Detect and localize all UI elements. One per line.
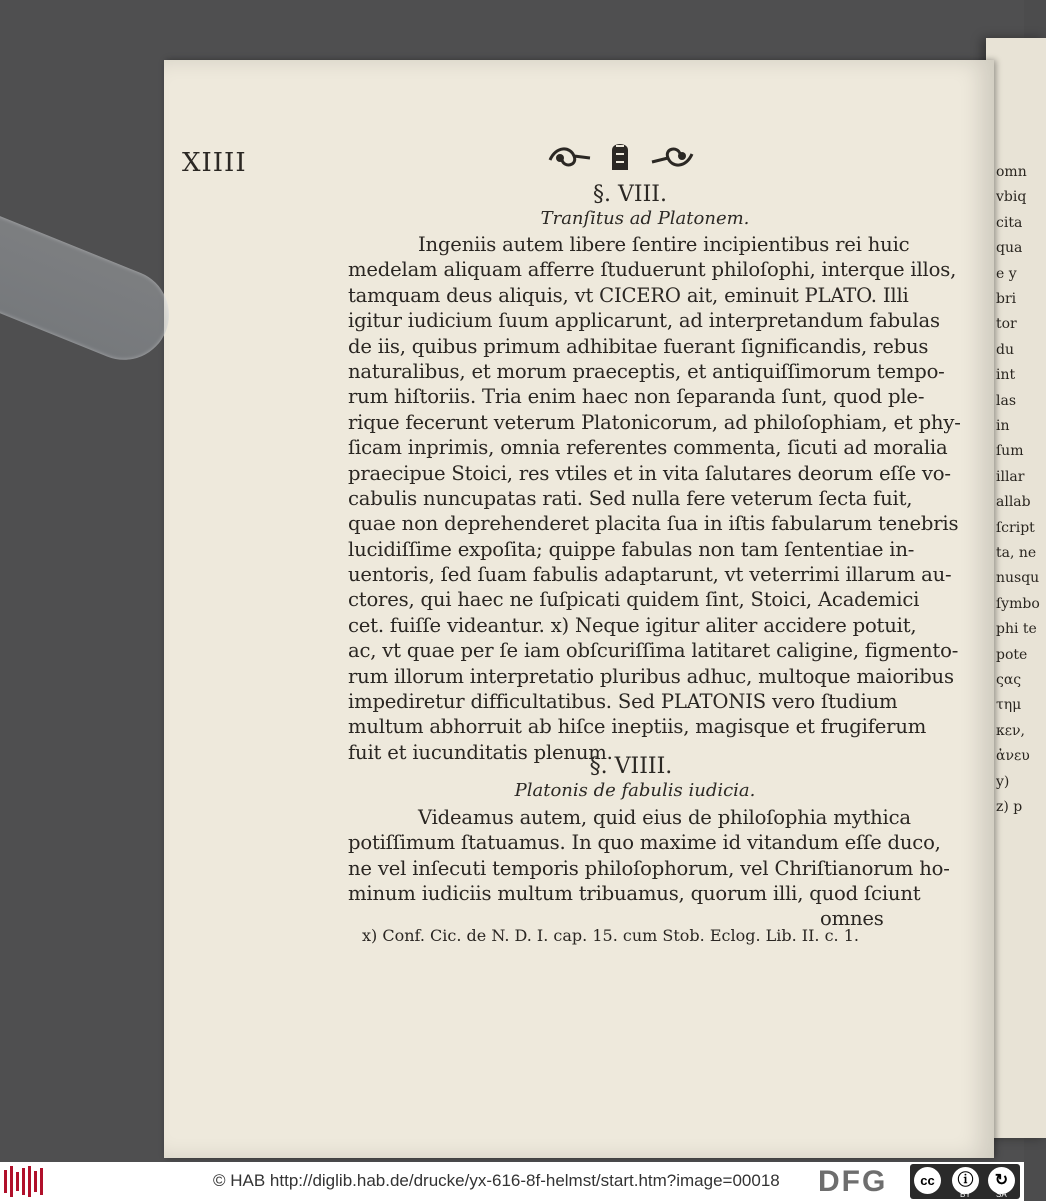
hab-logo-icon (4, 1166, 48, 1197)
text-line: uentoris, ſed ſuam fabulis adaptarunt, vt veterrimi illarum au- (348, 563, 952, 587)
text-line: rum hiſtoriis. Tria enim haec non ſeparanda ſunt, quod ple- (348, 385, 925, 409)
text-line: ſicam inprimis, omnia referentes commenta, ſicuti ad moralia (348, 436, 948, 460)
text-line: naturalibus, et morum praeceptis, et antiquiſſimorum tempo- (348, 359, 945, 383)
text-line: impediretur difficultatibus. Sed PLATONIS vero ſtudium (348, 690, 898, 714)
dfg-logo: DFG (818, 1165, 888, 1198)
text-line: Ingeniis autem libere ſentire incipientibus rei huic (418, 233, 910, 256)
catchword: omnes (820, 907, 884, 930)
text-line: cet. fuiſſe videantur. x) Neque igitur aliter accidere potuit, (348, 613, 917, 637)
facing-page-fragment: ſum (996, 443, 1024, 460)
text-line: minum iudiciis multum tribuamus, quorum illi, quod ſciunt (348, 882, 921, 906)
by-label: BY (960, 1190, 971, 1199)
facing-page-fragment: vbiq (996, 189, 1027, 206)
paragraph-2 (348, 805, 950, 907)
text-line: ctores, qui haec ne ſuſpicati quidem ſint, Stoici, Academici (348, 588, 920, 612)
section-subtitle-viiii: Platonis de fabulis iudicia. (514, 780, 756, 801)
footer-bar (0, 1162, 1024, 1201)
text-line: fuit et iucunditatis plenum. (348, 740, 613, 764)
text-line: lucidiſſime expoſita; quippe fabulas non tam ſententiae in- (348, 537, 915, 561)
footnote: x) Conf. Cic. de N. D. I. cap. 15. cum Stob. Eclog. Lib. II. c. 1. (362, 926, 859, 945)
text-line: de iis, quibus primum adhibitae fuerant ſignificandis, rebus (348, 334, 929, 358)
facing-page-fragment: nusqu (996, 570, 1040, 587)
text-line: quae non deprehenderet placita ſua in iſtis fabularum tenebris (348, 512, 959, 536)
facing-page-fragment: int (996, 367, 1016, 384)
facing-page-fragment: ςας (996, 672, 1022, 688)
cc-icon: cc (914, 1167, 941, 1194)
facing-page-fragment: illar (996, 468, 1025, 485)
copyright-link[interactable]: © HAB http://diglib.hab.de/drucke/yx-616-8f-helmst/start.htm?image=00018 (213, 1171, 780, 1190)
section-heading-viii: §. VIII. (593, 182, 667, 207)
facing-page-fragment: las (996, 392, 1017, 409)
facing-page-fragment: allab (996, 494, 1031, 511)
text-line: praecipue Stoici, res vtiles et in vita ſalutares deorum eſſe vo- (348, 461, 951, 485)
paragraph-1 (348, 232, 961, 765)
facing-page-fragment: τημ (996, 697, 1022, 714)
by-person-icon: ⓘ (952, 1167, 979, 1194)
text-line: multum abhorruit ab hiſce ineptiis, magisque et frugiferum (348, 715, 927, 739)
text-line: cabulis nuncupatas rati. Sed nulla fere veterum ſecta fuit, (348, 486, 913, 510)
facing-page-fragment: z) p (996, 799, 1023, 815)
facing-page-fragment: ἀνευ (996, 748, 1030, 765)
text-line: igitur iudicium ſuum applicarunt, ad interpretandum fabulas (348, 309, 940, 333)
facing-page-fragment: omn (996, 164, 1027, 180)
text-line: ne vel inſecuti temporis philoſophorum, vel Chriſtianorum ho- (348, 856, 950, 880)
facing-page-fragment: e y (996, 265, 1017, 282)
facing-page-fragment: pote (996, 646, 1028, 663)
text-line: ac, vt quae per ſe iam obſcuriſſima latitaret caligine, figmento- (348, 639, 959, 663)
facing-page-fragment: bri (996, 291, 1017, 307)
text-line: Videamus autem, quid eius de philoſophia mythica (418, 806, 911, 829)
text-line: medelam aliquam afferre ſtuduerunt philoſophi, interque illos, (348, 258, 957, 282)
facing-page-fragment: ſymbo (996, 595, 1040, 612)
text-line: rique fecerunt veterum Platonicorum, ad philoſophiam, et phy- (348, 410, 961, 434)
sa-share-icon: ↻ (988, 1167, 1015, 1194)
facing-page-edge (986, 38, 1046, 1138)
facing-page-fragment: ſcript (996, 519, 1035, 536)
section-heading-viiii: §. VIIII. (589, 754, 673, 779)
facing-page-fragment: qua (996, 240, 1023, 257)
facing-page-fragment: cita (996, 214, 1023, 231)
text-line: rum illorum interpretatio pluribus adhuc, multoque maioribus (348, 664, 954, 688)
facing-page-fragment: du (996, 341, 1014, 358)
facing-page-fragment: y) (996, 773, 1010, 790)
sa-label: SA (996, 1190, 1007, 1199)
page-number: XIIII (182, 148, 247, 178)
facing-page-fragment: phi te (996, 621, 1037, 638)
ornament-icon (546, 140, 696, 174)
facing-page-fragment: in (996, 418, 1010, 434)
section-subtitle-viii: Tranſitus ad Platonem. (540, 208, 750, 229)
page-clip (0, 200, 183, 373)
cc-license-badge[interactable] (910, 1164, 1020, 1199)
text-line: potiſſimum ſtatuamus. In quo maxime id vitandum eſſe duco, (348, 831, 941, 855)
facing-page-fragment: κεν, (996, 722, 1025, 739)
facing-page-fragment: tor (996, 316, 1017, 333)
facing-page-fragment: ta, ne (996, 545, 1037, 561)
text-line: tamquam deus aliquis, vt CICERO ait, eminuit PLATO. Illi (348, 283, 909, 307)
